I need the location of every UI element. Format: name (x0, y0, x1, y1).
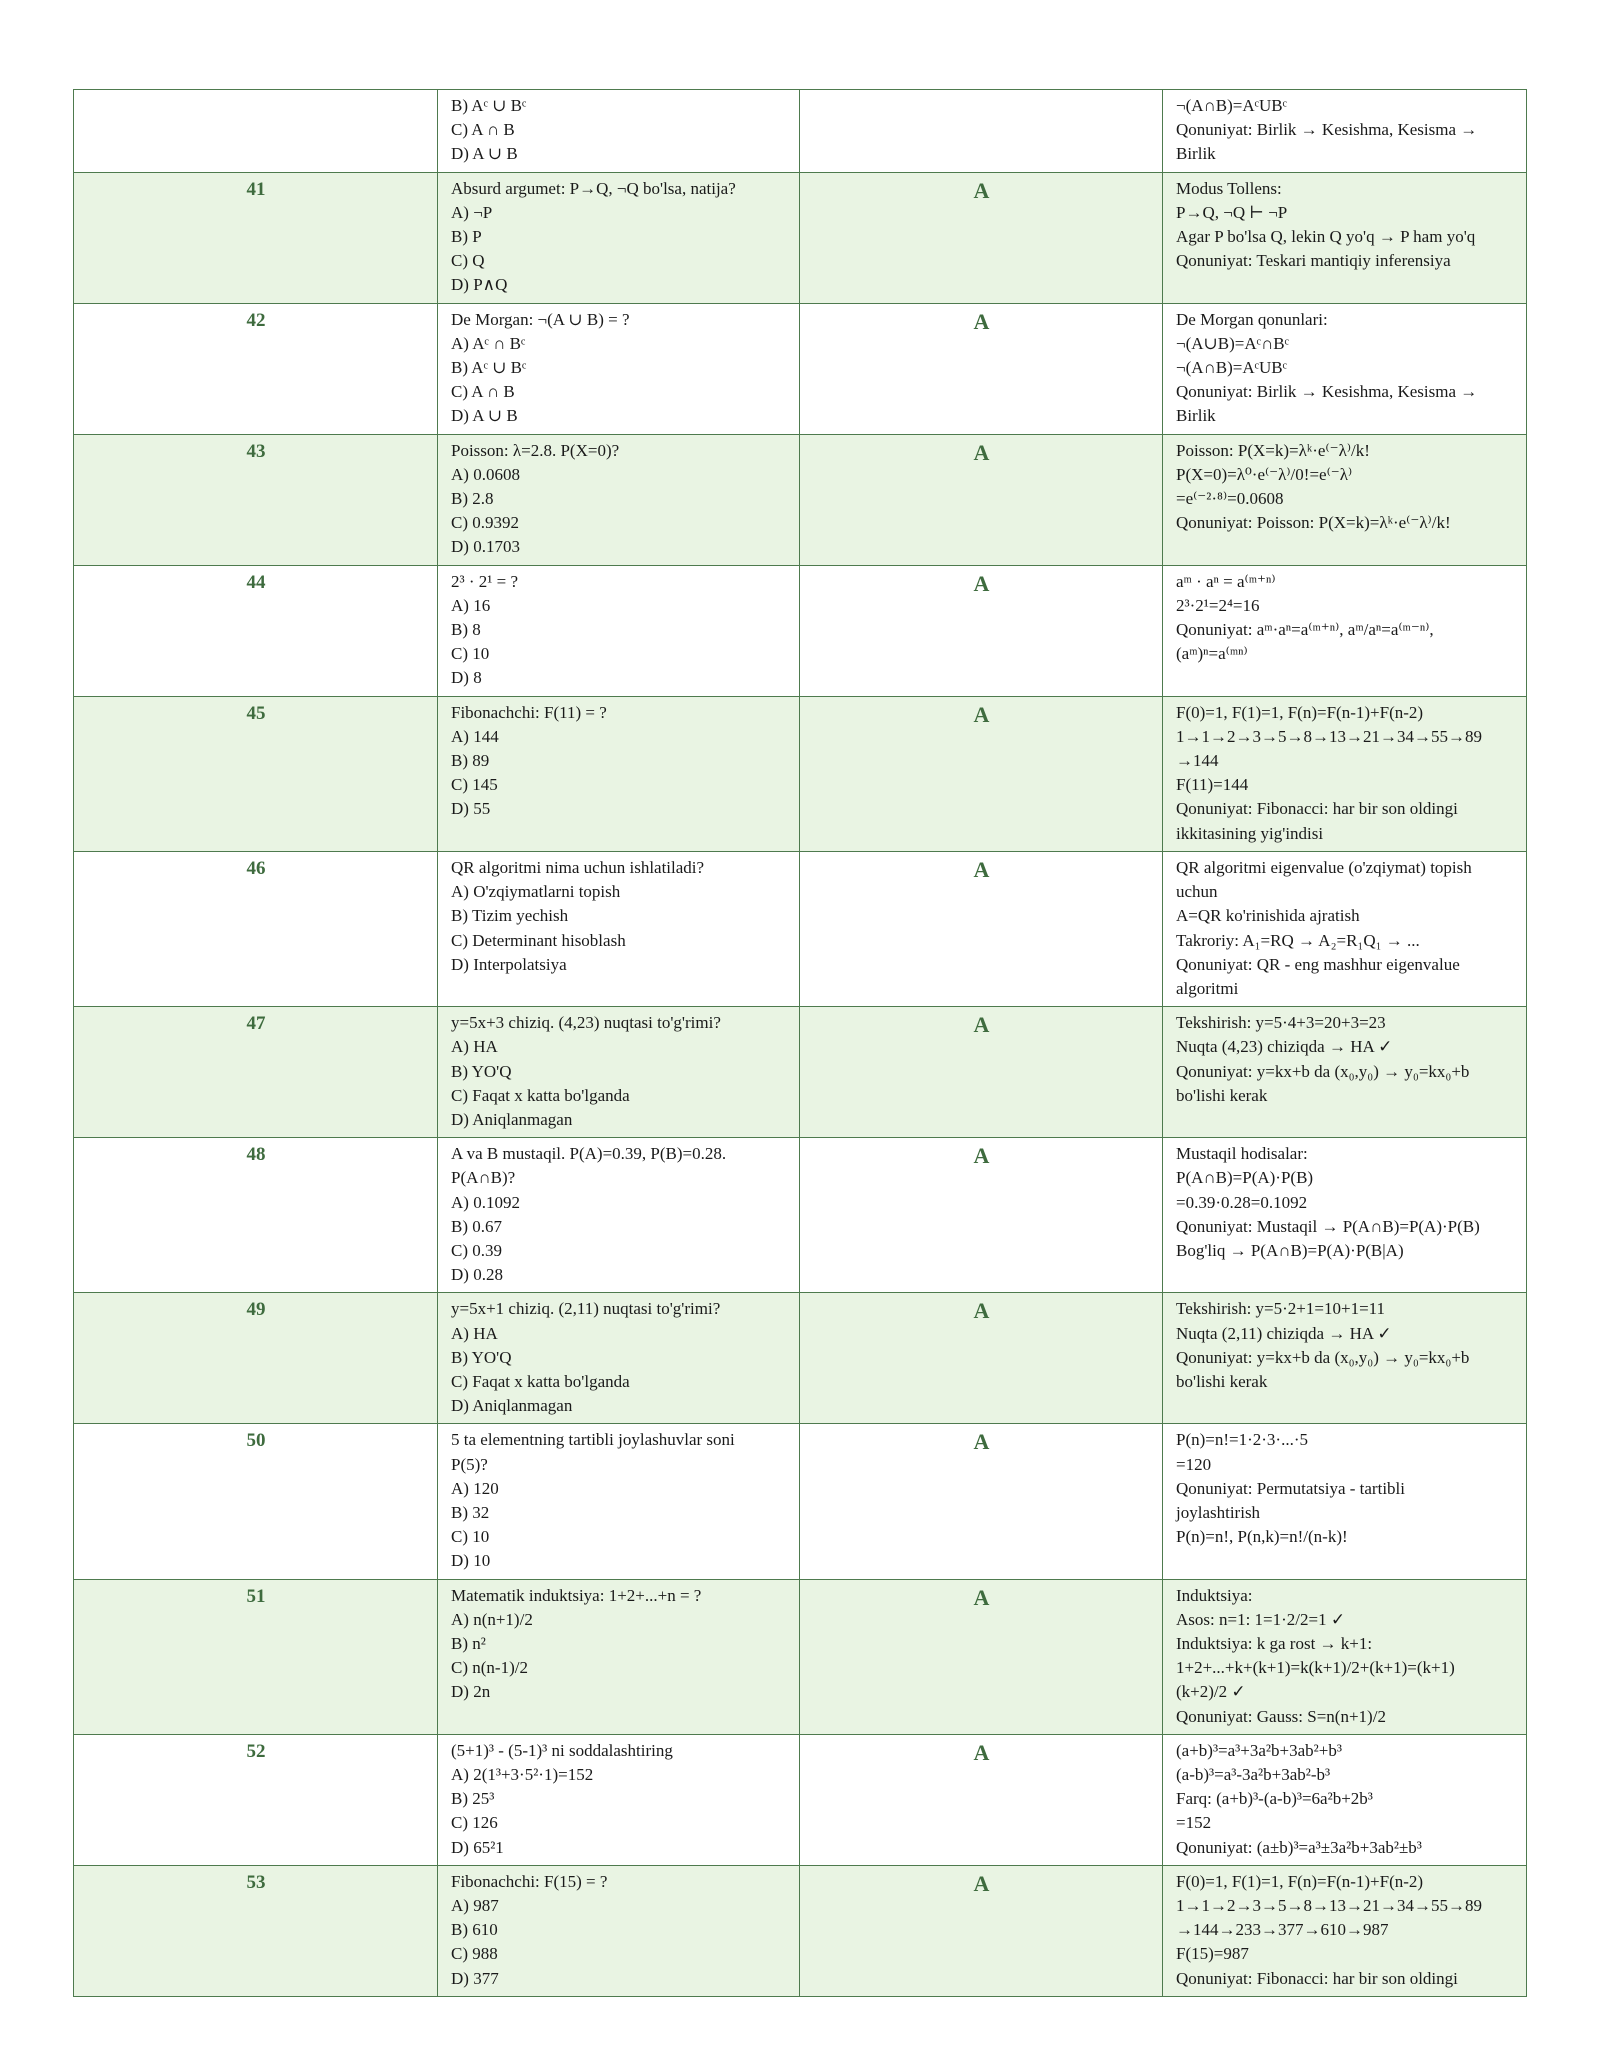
explanation-line: Birlik (1176, 406, 1216, 426)
explanation-line: ¬(A∩B)=AᶜUBᶜ (1176, 96, 1287, 115)
answer-option: C) 988 (451, 1944, 498, 1964)
answer-option: A) 0.0608 (451, 464, 520, 484)
correct-answer: A (800, 1579, 1163, 1734)
table-row (74, 1865, 1527, 1996)
explanation-line: Qonuniyat: aᵐ·aⁿ=a⁽ᵐ⁺ⁿ⁾, aᵐ/aⁿ=a⁽ᵐ⁻ⁿ⁾, (1176, 620, 1434, 640)
explanation-line: Asos: n=1: 1=1·2/2=1 ✓ (1176, 1609, 1346, 1629)
question-number: 48 (74, 1138, 438, 1293)
explanation-line: (k+2)/2 ✓ (1176, 1682, 1246, 1702)
answer-option: B) 8 (451, 620, 481, 640)
table-row (74, 851, 1527, 1006)
explanation-line: P(X=0)=λ⁰·e⁽⁻λ⁾/0!=e⁽⁻λ⁾ (1176, 464, 1353, 484)
question-text: De Morgan: ¬(A ∪ B) = ? (451, 309, 630, 329)
explanation-line: Poisson: P(X=k)=λᵏ·e⁽⁻λ⁾/k! (1176, 440, 1370, 460)
table-row (74, 1293, 1527, 1424)
explanation-line: Qonuniyat: Permutatsiya - tartibli (1176, 1478, 1405, 1498)
question-number: 51 (74, 1579, 438, 1734)
explanation-line: Qonuniyat: Poisson: P(X=k)=λᵏ·e⁽⁻λ⁾/k! (1176, 513, 1451, 533)
explanation-cell (1163, 1007, 1527, 1138)
question-text: y=5x+1 chiziq. (2,11) nuqtasi to'g'rimi? (451, 1299, 721, 1319)
question-text: 5 ta elementning tartibli joylashuvlar soni (451, 1430, 735, 1450)
correct-answer: A (800, 1138, 1163, 1293)
answer-option: C) Faqat x katta bo'lganda (451, 1085, 630, 1105)
answer-option: B) n² (451, 1633, 486, 1653)
explanation-line: algoritmi (1176, 978, 1239, 998)
answer-option: D) A ∪ B (451, 144, 518, 164)
question-number: 52 (74, 1734, 438, 1865)
answer-option: A) Aᶜ ∩ Bᶜ (451, 333, 526, 353)
explanation-line: Agar P bo'lsa Q, lekin Q yo'q → P ham yo'q (1176, 227, 1476, 247)
explanation-line: Tekshirish: y=5·2+1=10+1=11 (1176, 1299, 1386, 1319)
explanation-line: Qonuniyat: (a±b)³=a³±3a²b+3ab²±b³ (1176, 1837, 1422, 1857)
explanation-cell (1163, 1138, 1527, 1293)
explanation-cell (1163, 1865, 1527, 1996)
question-cell (438, 90, 800, 173)
answer-option: C) 0.9392 (451, 513, 519, 533)
answer-option: B) 25³ (451, 1789, 495, 1809)
explanation-line: 1→1→2→3→5→8→13→21→34→55→89 (1176, 726, 1482, 746)
explanation-line: Farq: (a+b)³-(a-b)³=6a²b+2b³ (1176, 1789, 1373, 1809)
explanation-line: Qonuniyat: Fibonacci: har bir son oldingi (1176, 799, 1458, 819)
explanation-cell (1163, 90, 1527, 173)
explanation-line: ¬(A∪B)=Aᶜ∩Bᶜ (1176, 333, 1289, 353)
answer-option: B) P (451, 227, 482, 247)
explanation-line: Mustaqil hodisalar: (1176, 1144, 1308, 1164)
table-row (74, 1138, 1527, 1293)
answer-option: C) 145 (451, 775, 498, 795)
answer-option: C) A ∩ B (451, 120, 515, 140)
explanation-line: →144→233→377→610→987 (1176, 1920, 1389, 1940)
question-text: (5+1)³ - (5-1)³ ni soddalashtiring (451, 1740, 673, 1760)
answer-option: A) n(n+1)/2 (451, 1609, 533, 1629)
explanation-line: 1→1→2→3→5→8→13→21→34→55→89 (1176, 1896, 1482, 1916)
question-cell (438, 1734, 800, 1865)
question-text: Fibonachchi: F(11) = ? (451, 702, 607, 722)
answer-option: B) YO'Q (451, 1347, 512, 1367)
answer-option: D) P∧Q (451, 275, 508, 295)
question-number: 44 (74, 565, 438, 696)
question-number: 42 (74, 303, 438, 434)
question-text: QR algoritmi nima uchun ishlatiladi? (451, 857, 705, 877)
answer-option: B) 2.8 (451, 489, 494, 509)
table-row (74, 1424, 1527, 1579)
question-text: Poisson: λ=2.8. P(X=0)? (451, 440, 620, 460)
answer-option: A) 120 (451, 1478, 499, 1498)
answer-option: A) HA (451, 1323, 498, 1343)
question-cell (438, 172, 800, 303)
explanation-cell (1163, 851, 1527, 1006)
table-row (74, 434, 1527, 565)
answer-option: A) 987 (451, 1896, 499, 1916)
explanation-line: =120 (1176, 1454, 1212, 1474)
answer-option: A) HA (451, 1037, 498, 1057)
explanation-line: Qonuniyat: Mustaqil → P(A∩B)=P(A)·P(B) (1176, 1216, 1480, 1236)
explanation-line: Modus Tollens: (1176, 178, 1282, 198)
correct-answer: A (800, 565, 1163, 696)
explanation-line: joylashtirish (1176, 1502, 1261, 1522)
answer-option: A) 2(1³+3·5²·1)=152 (451, 1765, 594, 1784)
correct-answer: A (800, 851, 1163, 1006)
explanation-line: Tekshirish: y=5·4+3=20+3=23 (1176, 1013, 1386, 1033)
explanation-line: Qonuniyat: Birlik → Kesishma, Kesisma → (1176, 120, 1478, 140)
explanation-cell (1163, 1734, 1527, 1865)
question-cell (438, 1293, 800, 1424)
answer-table (73, 89, 1527, 1997)
explanation-line: Qonuniyat: Birlik → Kesishma, Kesisma → (1176, 382, 1478, 402)
explanation-cell (1163, 1424, 1527, 1579)
answer-table-body (74, 90, 1527, 1997)
answer-option: D) Interpolatsiya (451, 954, 567, 974)
explanation-cell (1163, 303, 1527, 434)
question-number: 43 (74, 434, 438, 565)
answer-option: A) 0.1092 (451, 1192, 520, 1212)
answer-option: B) 89 (451, 751, 490, 771)
explanation-line: Induktsiya: (1176, 1585, 1253, 1605)
question-text: Absurd argumet: P→Q, ¬Q bo'lsa, natija? (451, 178, 736, 198)
explanation-line: bo'lishi kerak (1176, 1085, 1268, 1105)
answer-option: C) Q (451, 251, 485, 271)
question-number: 41 (74, 172, 438, 303)
answer-option: C) A ∩ B (451, 382, 515, 402)
explanation-line: bo'lishi kerak (1176, 1371, 1268, 1391)
answer-option: A) O'zqiymatlarni topish (451, 882, 621, 902)
explanation-line: ¬(A∩B)=AᶜUBᶜ (1176, 358, 1287, 378)
correct-answer: A (800, 1007, 1163, 1138)
table-row (74, 90, 1527, 173)
table-row (74, 1734, 1527, 1865)
question-cell (438, 1865, 800, 1996)
answer-option: B) Tizim yechish (451, 906, 569, 926)
explanation-line: Bog'liq → P(A∩B)=P(A)·P(B|A) (1176, 1240, 1404, 1260)
answer-option: D) 10 (451, 1551, 491, 1571)
question-cell (438, 565, 800, 696)
question-cell (438, 1138, 800, 1293)
explanation-line: Nuqta (4,23) chiziqda → HA ✓ (1176, 1037, 1393, 1057)
explanation-line: De Morgan qonunlari: (1176, 309, 1328, 329)
question-cell (438, 1579, 800, 1734)
question-text: 2³ · 2¹ = ? (451, 571, 518, 591)
document-page (73, 89, 1526, 1997)
explanation-line: P(n)=n!, P(n,k)=n!/(n-k)! (1176, 1527, 1348, 1547)
explanation-line: A=QR ko'rinishida ajratish (1176, 906, 1360, 926)
explanation-line: Birlik (1176, 144, 1216, 164)
explanation-cell (1163, 696, 1527, 851)
table-row (74, 565, 1527, 696)
correct-answer: A (800, 1865, 1163, 1996)
explanation-line: (aᵐ)ⁿ=a⁽ᵐⁿ⁾ (1176, 644, 1248, 664)
explanation-cell (1163, 1293, 1527, 1424)
correct-answer: A (800, 303, 1163, 434)
explanation-line: →144 (1176, 751, 1219, 771)
table-row (74, 172, 1527, 303)
answer-option: C) Faqat x katta bo'lganda (451, 1371, 630, 1391)
answer-option: C) n(n-1)/2 (451, 1658, 528, 1678)
explanation-line: P→Q, ¬Q ⊢ ¬P (1176, 202, 1288, 222)
question-cell (438, 696, 800, 851)
answer-option: D) 2n (451, 1682, 491, 1702)
answer-option: D) Aniqlanmagan (451, 1396, 573, 1416)
correct-answer: A (800, 1734, 1163, 1865)
correct-answer: A (800, 434, 1163, 565)
correct-answer (800, 90, 1163, 173)
explanation-line: Induktsiya: k ga rost → k+1: (1176, 1633, 1373, 1653)
explanation-line: QR algoritmi eigenvalue (o'zqiymat) topish (1176, 857, 1472, 877)
question-cell (438, 303, 800, 434)
explanation-line: Qonuniyat: Teskari mantiqiy inferensiya (1176, 251, 1451, 271)
explanation-line: 2³·2¹=2⁴=16 (1176, 595, 1260, 615)
answer-option: B) 0.67 (451, 1216, 502, 1236)
explanation-line: (a+b)³=a³+3a²b+3ab²+b³ (1176, 1740, 1342, 1760)
answer-option: B) 32 (451, 1502, 490, 1522)
explanation-line: F(0)=1, F(1)=1, F(n)=F(n-1)+F(n-2) (1176, 702, 1424, 722)
explanation-line: P(A∩B)=P(A)·P(B) (1176, 1168, 1314, 1188)
question-number: 53 (74, 1865, 438, 1996)
explanation-line: =0.39·0.28=0.1092 (1176, 1192, 1308, 1212)
explanation-line: Qonuniyat: y=kx+b da (x₀,y₀) → y₀=kx₀+b (1176, 1061, 1470, 1081)
table-row (74, 696, 1527, 851)
answer-option: D) 0.28 (451, 1265, 503, 1285)
explanation-cell (1163, 1579, 1527, 1734)
explanation-line: =e⁽⁻²·⁸⁾=0.0608 (1176, 489, 1284, 509)
question-cell (438, 1424, 800, 1579)
answer-option: D) A ∪ B (451, 406, 518, 426)
question-number: 47 (74, 1007, 438, 1138)
explanation-line: Nuqta (2,11) chiziqda → HA ✓ (1176, 1323, 1392, 1343)
question-text: Matematik induktsiya: 1+2+...+n = ? (451, 1585, 702, 1605)
explanation-line: Qonuniyat: Fibonacci: har bir son oldingi (1176, 1968, 1458, 1988)
answer-option: B) YO'Q (451, 1061, 512, 1081)
explanation-cell (1163, 434, 1527, 565)
answer-option: B) 610 (451, 1920, 498, 1940)
question-number: 50 (74, 1424, 438, 1579)
question-cell (438, 1007, 800, 1138)
answer-option: D) 55 (451, 799, 491, 819)
question-number: 45 (74, 696, 438, 851)
answer-option: C) Determinant hisoblash (451, 930, 626, 950)
question-cell (438, 851, 800, 1006)
explanation-line: 1+2+...+k+(k+1)=k(k+1)/2+(k+1)=(k+1) (1176, 1658, 1455, 1678)
answer-option: D) 8 (451, 668, 482, 688)
question-text: Fibonachchi: F(15) = ? (451, 1871, 608, 1891)
answer-option: B) Aᶜ ∪ Bᶜ (451, 96, 527, 115)
answer-option: A) 16 (451, 595, 491, 615)
explanation-line: =152 (1176, 1813, 1212, 1833)
answer-option: C) 10 (451, 1527, 490, 1547)
explanation-cell (1163, 172, 1527, 303)
answer-option: C) 126 (451, 1813, 498, 1833)
answer-option: D) 0.1703 (451, 537, 520, 557)
answer-option: D) Aniqlanmagan (451, 1109, 573, 1129)
answer-option: A) ¬P (451, 202, 493, 222)
question-number (74, 90, 438, 173)
question-text: A va B mustaqil. P(A)=0.39, P(B)=0.28. (451, 1144, 727, 1164)
explanation-line: Qonuniyat: QR - eng mashhur eigenvalue (1176, 954, 1460, 974)
answer-option: B) Aᶜ ∪ Bᶜ (451, 358, 527, 378)
explanation-cell (1163, 565, 1527, 696)
table-row (74, 1007, 1527, 1138)
explanation-line: F(11)=144 (1176, 775, 1249, 795)
correct-answer: A (800, 172, 1163, 303)
table-row (74, 1579, 1527, 1734)
question-number: 46 (74, 851, 438, 1006)
question-text: y=5x+3 chiziq. (4,23) nuqtasi to'g'rimi? (451, 1013, 721, 1033)
correct-answer: A (800, 1424, 1163, 1579)
explanation-line: Takroriy: A₁=RQ → A₂=R₁Q₁ → ... (1176, 930, 1420, 950)
answer-option: A) 144 (451, 726, 499, 746)
correct-answer: A (800, 696, 1163, 851)
question-number: 49 (74, 1293, 438, 1424)
answer-option: C) 10 (451, 644, 490, 664)
explanation-line: Qonuniyat: Gauss: S=n(n+1)/2 (1176, 1706, 1386, 1726)
answer-option: D) 65²1 (451, 1837, 504, 1857)
question-cell (438, 434, 800, 565)
explanation-line: Qonuniyat: y=kx+b da (x₀,y₀) → y₀=kx₀+b (1176, 1347, 1470, 1367)
explanation-line: aᵐ · aⁿ = a⁽ᵐ⁺ⁿ⁾ (1176, 571, 1276, 591)
answer-option: C) 0.39 (451, 1240, 502, 1260)
correct-answer: A (800, 1293, 1163, 1424)
explanation-line: uchun (1176, 882, 1218, 902)
answer-option: D) 377 (451, 1968, 499, 1988)
explanation-line: P(n)=n!=1·2·3·...·5 (1176, 1430, 1309, 1450)
explanation-line: F(15)=987 (1176, 1944, 1249, 1964)
explanation-line: F(0)=1, F(1)=1, F(n)=F(n-1)+F(n-2) (1176, 1871, 1424, 1891)
answer-option: P(A∩B)? (451, 1168, 516, 1188)
explanation-line: ikkitasining yig'indisi (1176, 823, 1324, 843)
answer-option: P(5)? (451, 1454, 488, 1474)
explanation-line: (a-b)³=a³-3a²b+3ab²-b³ (1176, 1765, 1331, 1784)
table-row (74, 303, 1527, 434)
